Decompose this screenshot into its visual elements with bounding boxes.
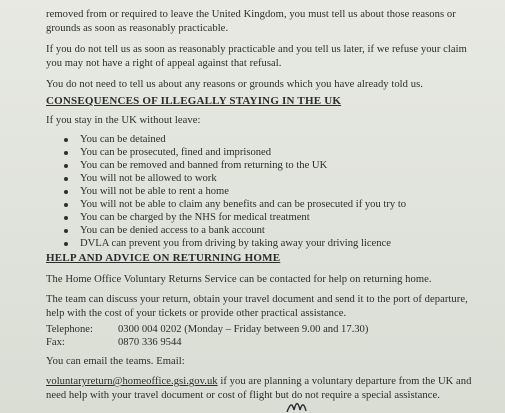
fax-label: Fax: bbox=[46, 337, 65, 348]
handwritten-mark-icon bbox=[284, 398, 314, 413]
consequences-lead: If you stay in the UK without leave: bbox=[46, 115, 201, 126]
list-item: You will not be allowed to work bbox=[80, 173, 217, 184]
help-para1: The Home Office Voluntary Returns Service can be contacted for help on returning home. bbox=[46, 274, 432, 285]
telephone-value: 0300 004 0202 (Monday – Friday between 9.00 and 17.30) bbox=[118, 324, 369, 335]
help-heading: HELP AND ADVICE ON RETURNING HOME bbox=[46, 252, 281, 264]
help-para2-line-2: help with the cost of your tickets or provide other practical assistance. bbox=[46, 308, 347, 319]
bullet-dot bbox=[64, 203, 68, 207]
bullet-dot bbox=[64, 177, 68, 181]
intro-para2-line-2: you may not have a right of appeal against that refusal. bbox=[46, 58, 282, 69]
intro-line-2: grounds as soon as reasonably practicable. bbox=[46, 23, 229, 34]
list-item: You can be detained bbox=[80, 134, 166, 145]
intro-para2-line-1: If you do not tell us as soon as reasonably practicable and you tell us later, if we refuse your claim bbox=[46, 44, 467, 55]
consequences-heading: CONSEQUENCES OF ILLEGALLY STAYING IN THE UK bbox=[46, 95, 342, 107]
email-line bbox=[46, 375, 472, 388]
list-item: You will not be able to rent a home bbox=[80, 186, 229, 197]
bullet-dot bbox=[64, 216, 68, 220]
bullet-dot bbox=[64, 164, 68, 168]
list-item: You will not be able to claim any benefits and can be prosecuted if you try to bbox=[80, 199, 407, 210]
bullet-dot bbox=[64, 190, 68, 194]
list-item: You can be prosecuted, fined and imprisoned bbox=[80, 147, 272, 158]
list-item: You can be denied access to a bank account bbox=[80, 225, 265, 236]
intro-para3: You do not need to tell us about any reasons or grounds which you have already told us. bbox=[46, 79, 423, 90]
list-item: DVLA can prevent you from driving by taking away your driving licence bbox=[80, 238, 391, 249]
list-item: You can be charged by the NHS for medical treatment bbox=[80, 212, 310, 223]
intro-line-1: removed from or required to leave the United Kingdom, you must tell us about those reasons or bbox=[46, 9, 456, 20]
help-last-line: need help with your travel document or cost of flight but do not require a special assistance. bbox=[46, 390, 440, 401]
email-line-rest: if you are planning a voluntary departure from the UK and bbox=[217, 376, 472, 387]
bullet-dot bbox=[64, 138, 68, 142]
bullet-dot bbox=[64, 242, 68, 246]
help-para2-line-1: The team can discuss your return, obtain your travel document and send it to the port of departure, bbox=[46, 294, 468, 305]
telephone-label: Telephone: bbox=[46, 324, 93, 335]
bullet-dot bbox=[64, 229, 68, 233]
fax-value: 0870 336 9544 bbox=[118, 337, 182, 348]
bullet-dot bbox=[64, 151, 68, 155]
list-item: You can be removed and banned from returning to the UK bbox=[80, 160, 328, 171]
email-intro: You can email the teams. Email: bbox=[46, 356, 185, 367]
email-link[interactable]: voluntaryreturn@homeoffice.gsi.gov.uk bbox=[46, 376, 218, 387]
